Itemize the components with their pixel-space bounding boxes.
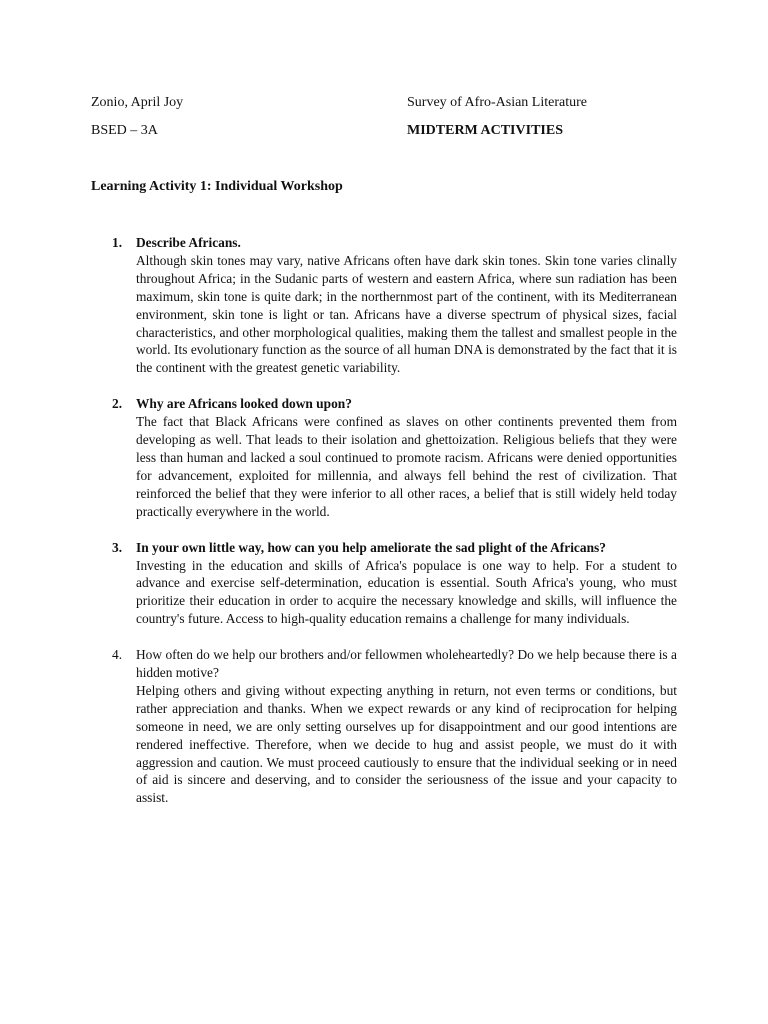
question-list bbox=[112, 234, 677, 807]
question-item-1 bbox=[112, 234, 677, 377]
student-name: Zonio, April Joy bbox=[91, 95, 184, 110]
question-number: 3. bbox=[112, 539, 123, 555]
question-text: How often do we help our brothers and/or fellowmen wholeheartedly? Do we help because there is a hidden motive? bbox=[136, 647, 677, 681]
question-number: 2. bbox=[112, 396, 123, 412]
question-number: 4. bbox=[112, 647, 123, 663]
question-text: Why are Africans looked down upon? bbox=[136, 396, 352, 412]
question-text: In your own little way, how can you help ameliorate the sad plight of the Africans? bbox=[136, 539, 606, 555]
answer-text: Investing in the education and skills of Africa's populace is one way to help. For a student to advance and exercise self-determination, education is essential. South Africa's young, who must prioritize their education in order to acquire the necessary knowledge and skills, will influence the country's future. Access to high-quality education remains a challenge for many individuals. bbox=[136, 557, 677, 627]
course-title: Survey of Afro-Asian Literature bbox=[407, 95, 587, 110]
question-text: Describe Africans. bbox=[136, 235, 241, 250]
question-item-2 bbox=[112, 395, 677, 520]
answer-text: The fact that Black Africans were confined as slaves on other continents prevented them from developing as well. That leads to their isolation and ghettoization. Religious beliefs that they were less than human and lacked a soul continued to promote racism. Africans were denied opportunities for advancement, exploited for millennia, and always fell behind the rest of civilization. That reinforced the belief that they were inferior to all other races, a belief that is still widely held today practically everywhere in the world. bbox=[136, 414, 677, 519]
answer-text: Helping others and giving without expecting anything in return, not even terms or conditions, but rather appreciation and thanks. When we expect rewards or any kind of reciprocation for helping someone in need, we are only setting ourselves up for disappointment and our good intentions are rendered ineffective. Therefore, when we decide to hug and assist people, we must do it with aggression and caution. We must proceed cautiously to ensure that the individual seeking or in need of aid is sincere and deserving, and to consider the seriousness of the issue and your capacity to assist. bbox=[136, 682, 677, 806]
section-label: BSED – 3A bbox=[91, 123, 158, 138]
document-title: MIDTERM ACTIVITIES bbox=[407, 123, 563, 138]
question-item-4 bbox=[112, 646, 677, 807]
question-number: 1. bbox=[112, 235, 123, 250]
activity-title: Learning Activity 1: Individual Workshop bbox=[91, 179, 343, 194]
answer-text: Although skin tones may vary, native Africans often have dark skin tones. Skin tone varies clinally throughout Africa; in the Sudanic parts of western and eastern Africa, where sun radiation has been maximum, skin tone is quite dark; in the northernmost part of the continent, with its Mediterranean environment, skin tone is light or tan. Africans have a diverse spectrum of physical sizes, facial characteristics, and other morphological qualities, making them the tallest and smallest people in the world. Its evolutionary function as the source of all human DNA is demonstrated by the fact that it is the continent with the greatest genetic variability. bbox=[136, 252, 677, 376]
question-item-3 bbox=[112, 539, 677, 629]
